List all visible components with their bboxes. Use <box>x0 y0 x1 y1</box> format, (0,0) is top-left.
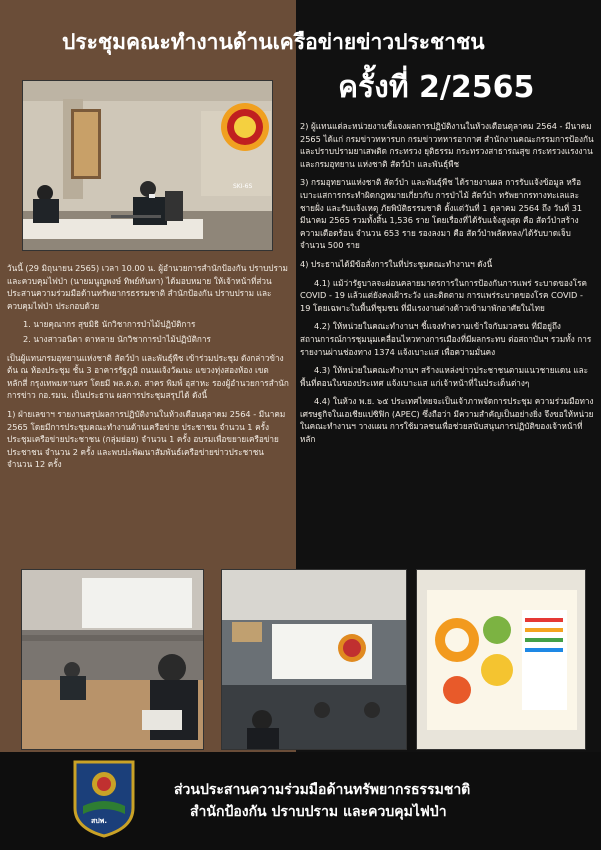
footer-org-line-1: ส่วนประสานความร่วมมือด้านทรัพยากรธรรมชาติ <box>174 782 471 798</box>
item-2: 2) ผู้แทนแต่ละหน่วยงานชี้แจงผลการปฏิบัติงานในห้วงเดือนตุลาคม 2564 - มีนาคม 2565 ได้แก่ กรมข่าวทหารบก กรมข่าวทหารอากาศ สำนักงานคณะกรรมการป้องกันและปราบปรามยาเสพติด กระทรวง ยุติธรรม กระทรวงสาธารณสุข กระทรวงแรงงาน และกรมอุทยาน แห่งชาติ สัตว์ป่า และพันธุ์พืช <box>300 121 594 169</box>
item-4: 4) ประธานได้มีข้อสั่งการในที่ประชุมคณะทำงานฯ ดังนี้ <box>300 258 493 269</box>
badge-label: SKI-6S <box>233 183 253 190</box>
right-text-column <box>300 120 595 452</box>
item-4-3: 4.3) ให้หน่วยในคณะทำงานฯ สร้างแหล่งข่าวประชาชนตามแนวชายแดน และพื้นที่ตอนในของประเทศ แจ้งเบาะแส แก่เจ้าหน้าที่ในประเด็นต่างๆ <box>300 365 589 388</box>
meeting-photo-1 <box>21 569 204 750</box>
footer-org-line-2: สำนักป้องกัน ปราบปราม และควบคุมไฟป่า <box>190 804 447 820</box>
left-text-column <box>7 262 289 477</box>
member-item: 2. นางสาวอนิตา ดาหลาย นักวิชาการป่าไม้ปฏิบัติการ <box>23 333 211 344</box>
logo-text: สปพ. <box>91 817 107 825</box>
item-4-4: 4.4) ในห้วง พ.ย. ๖๕ ประเทศไทยจะเป็นเจ้าภาพจัดการประชุม ความร่วมมือทางเศรษฐกิจในเอเชียแปซิฟิก (APEC) ซึ่งถือว่า มีความสำคัญเป็นอย่างยิ่ง จึงขอให้หน่วยในคณะทำงานฯ วางแผน การใช้มวลชนเพื่อช่วยสนับสนุนการปฏิบัติของเจ้าหน้าที่หลัก <box>300 396 594 445</box>
item-1: 1) ฝ่ายเลขาฯ รายงานสรุปผลการปฏิบัติงานในห้วงเดือนตุลาคม 2564 - มีนาคม 2565 โดยมีการประชุมคณะทำงานด้านเครือข่าย ประชาชน จำนวน 1 ครั้ง ประชุมเครือข่ายประชาชน (กลุ่มย่อย) จำนวน 1 ครั้ง อบรมเพื่อขยายเครือข่ายประชาชน จำนวน 2 ครั้ง และพบปะพัฒนาสัมพันธ์เครือข่ายข่าวประชาชน จำนวน 12 ครั้ง <box>7 408 286 470</box>
agency-logo <box>71 758 137 838</box>
member-list <box>23 318 289 345</box>
intro-paragraph: วันนี้ (29 มิถุนายน 2565) เวลา 10.00 น. ผู้อำนวยการสำนักป้องกัน ปราบปราม และควบคุมไฟป่า (นายมนูญพงษ์ ทิพย์ทันทา) ได้มอบหมาย ให้เจ้าหน้าที่ส่วนประสานความร่วมมือด้านทรัพยากรธรรมชาติ สำนักป้องกัน ปราบปราม และควบคุมไฟป่า ประกอบด้วย <box>7 263 288 311</box>
body-paragraph: เป็นผู้แทนกรมอุทยานแห่งชาติ สัตว์ป่า และพันธุ์พืช เข้าร่วมประชุม ดังกล่าวข้างต้น ณ ห้องประชุม ชั้น 3 อาคารรัฐภูมิ ถนนแจ้งวัฒนะ แขวงทุ่งสองห้อง เขตหลักสี่ กรุงเทพมหานคร โดยมี พล.ต.ต. สาคร พิมพ์ อุสาหะ รองผู้อำนวยการสำนักการข่าว กอ.รมน. เป็นประธาน ผลการประชุมสรุปได้ ดังนี้ <box>7 352 289 401</box>
meeting-photo-2 <box>221 569 407 750</box>
item-4-2: 4.2) ให้หน่วยในคณะทำงานฯ ชี้แจงทำความเข้าใจกับมวลชน ที่มีอยู่ถึงสถานการณ์การชุมนุมเคลื่อนไหวทางการเมืองที่มีผลกระทบ ต่อสถาบันฯ รวมทั้ง การรายงานผ่านช่องทาง 1374 แจ้งเบาะแส เพื่อความมั่นคง <box>300 321 592 357</box>
member-item: 1. นายคุณากร สุขมิธิ นักวิชาการป่าไม้ปฏิบัติการ <box>23 319 196 330</box>
meeting-photo-main <box>22 80 273 251</box>
page-title: ประชุมคณะทำงานด้านเครือข่ายข่าวประชาชน <box>62 30 485 54</box>
item-3: 3) กรมอุทยานแห่งชาติ สัตว์ป่า และพันธุ์พืช ได้รายงานผล การรับแจ้งข้อมูล หรือเบาะแสการกระทำผิดกฎหมายเกี่ยวกับ การป่าไม้ สัตว์ป่า ทรัพยากรทางทะเลและชายฝั่ง และรับแจ้งเหตุ ภัยพิบัติธรรมชาติ ตั้งแต่วันที่ 1 ตุลาคม 2564 ถึง วันที่ 31 มีนาคม 2565 รวมทั้งสิ้น 1,536 ราย โดยเรื่องที่ได้รับแจ้งสูงสุด คือ สัตว์ป่าสร้างความเดือดร้อน จำนวน 653 ราย รองลงมา คือ สัตว์ป่าพลัดหลง/ได้รับบาดเจ็บ จำนวน 500 ราย <box>300 177 583 251</box>
page-subtitle: ครั้งที่ 2/2565 <box>338 70 535 105</box>
item-4-1: 4.1) แม้ว่ารัฐบาลจะผ่อนคลายมาตรการในการป้องกันการแพร่ ระบาดของโรค COVID - 19 แล้วแต่ยังคงเฝ้าระวัง และติดตาม การแพร่ระบาดของโรค COVID - 19 โดยเฉพาะในพื้นที่ชุมชน ที่มีแรงงานต่างด้าวเข้ามาพักอาศัยในไทย <box>300 277 588 313</box>
presentation-slide-photo <box>416 569 586 750</box>
